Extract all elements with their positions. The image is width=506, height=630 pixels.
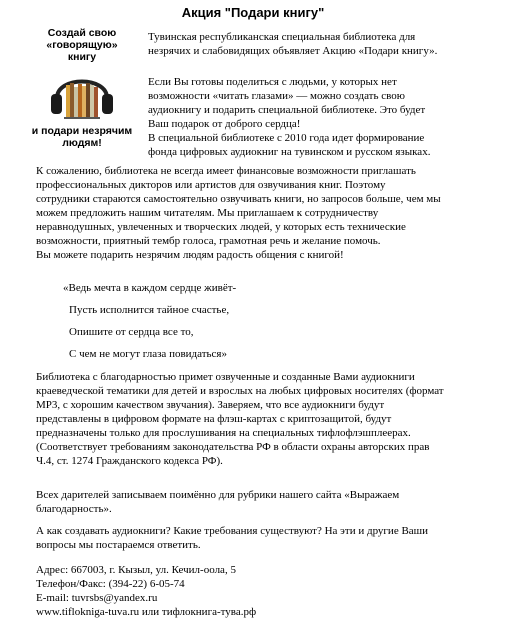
text-line: Тувинская республиканская специальная библиотека для xyxy=(148,31,416,43)
text-line: можем предложить нашим читателям. Мы приглашаем к сотрудничеству xyxy=(36,207,379,219)
text-line: профессиональных дикторов или артистов для озвучивания книг. Поэтому xyxy=(36,179,386,191)
donors-paragraph xyxy=(36,488,399,516)
text-line: краеведческой тематики для детей и взрослых на любых цифровых носителях (формат xyxy=(36,385,444,397)
text-line: представлены в цифровом формате на флэш-картах с криптозащитой, будут xyxy=(36,413,392,425)
text-line: фонда цифровых аудиокниг на тувинском и русском языках. xyxy=(148,146,431,158)
offer-paragraph xyxy=(148,75,430,159)
poem-quote xyxy=(63,281,236,369)
text-line: незрячих и слабовидящих объявляет Акцию «Подари книгу». xyxy=(148,45,438,57)
text-line: В специальной библиотеке с 2010 года идет формирование xyxy=(148,132,425,144)
text-line: Если Вы готовы поделиться с людьми, у которых нет xyxy=(148,76,397,88)
text-line: предназначены только для прослушивания на специальных тифлофлэшплеерах. xyxy=(36,427,411,439)
text-line: А как создавать аудиокниги? Какие требования существуют? На эти и другие Ваши xyxy=(36,525,429,537)
text-line: сотрудники стараются самостоятельно озвучивать книги, но запросов больше, чем мы xyxy=(36,193,441,205)
page-title: Акция "Подари книгу" xyxy=(181,5,325,20)
text-line: Всех дарителей записываем поимённо для рубрики нашего сайта «Выражаем xyxy=(36,489,400,501)
poem-line: С чем не могут глаза повидаться» xyxy=(69,348,227,360)
text-line: благодарность». xyxy=(36,503,112,515)
contacts-block xyxy=(36,563,256,619)
promo-line: и подари незрячим xyxy=(31,125,133,137)
intro-paragraph xyxy=(148,30,437,58)
requirements-paragraph xyxy=(36,370,444,468)
text-line: возможности «читать глазами» — можно создать свою xyxy=(148,90,405,102)
poem-line: «Ведь мечта в каждом сердце живёт- xyxy=(63,282,237,294)
poem-line: Опишите от сердца все то, xyxy=(69,326,194,338)
website-line: www.tiflokniga-tuva.ru или тифлокнига-тува.рф xyxy=(36,606,257,618)
address-line: Адрес: 667003, г. Кызыл, ул. Кечил-оола, 5 xyxy=(36,564,236,576)
promo-line: людям! xyxy=(62,137,102,149)
headphones-books-icon xyxy=(49,68,115,120)
email-line: E-mail: tuvrsbs@yandex.ru xyxy=(36,592,158,604)
text-line: вопросы мы постараемся ответить. xyxy=(36,539,201,551)
text-line: МР3, с хорошим качеством звучания). Заверяем, что все аудиокниги будут xyxy=(36,399,385,411)
text-line: К сожалению, библиотека не всегда имеет финансовые возможности приглашать xyxy=(36,165,416,177)
text-line: Библиотека с благодарностью примет озвученные и созданные Вами аудиокниги xyxy=(36,371,415,383)
body-paragraph xyxy=(36,164,441,262)
phone-line: Телефон/Факс: (394-22) 6-05-74 xyxy=(36,578,185,590)
promo-line: «говорящую» xyxy=(46,39,118,51)
text-line: возможности, приятный тембр голоса, грамотная речь и желание помочь. xyxy=(36,235,381,247)
text-line: неравнодушных, увлеченных и творческих людей, у которых есть технические xyxy=(36,221,406,233)
text-line: (Соответствует требованиям законодательства РФ в области охраны авторских прав xyxy=(36,441,430,453)
text-line: Вы можете подарить незрячим людям радость общения с книгой! xyxy=(36,249,344,261)
promo-box xyxy=(28,27,136,149)
poem-line: Пусть исполнится тайное счастье, xyxy=(69,304,230,316)
promo-line: Создай свою xyxy=(47,27,117,39)
questions-paragraph xyxy=(36,524,428,552)
promo-line: книгу xyxy=(67,51,97,63)
text-line: аудиокнигу и подарить специальной библиотеке. Это будет xyxy=(148,104,426,116)
text-line: Ваш подарок от доброго сердца! xyxy=(148,118,301,130)
text-line: Ч.4, ст. 1274 Гражданского кодекса РФ). xyxy=(36,455,223,467)
